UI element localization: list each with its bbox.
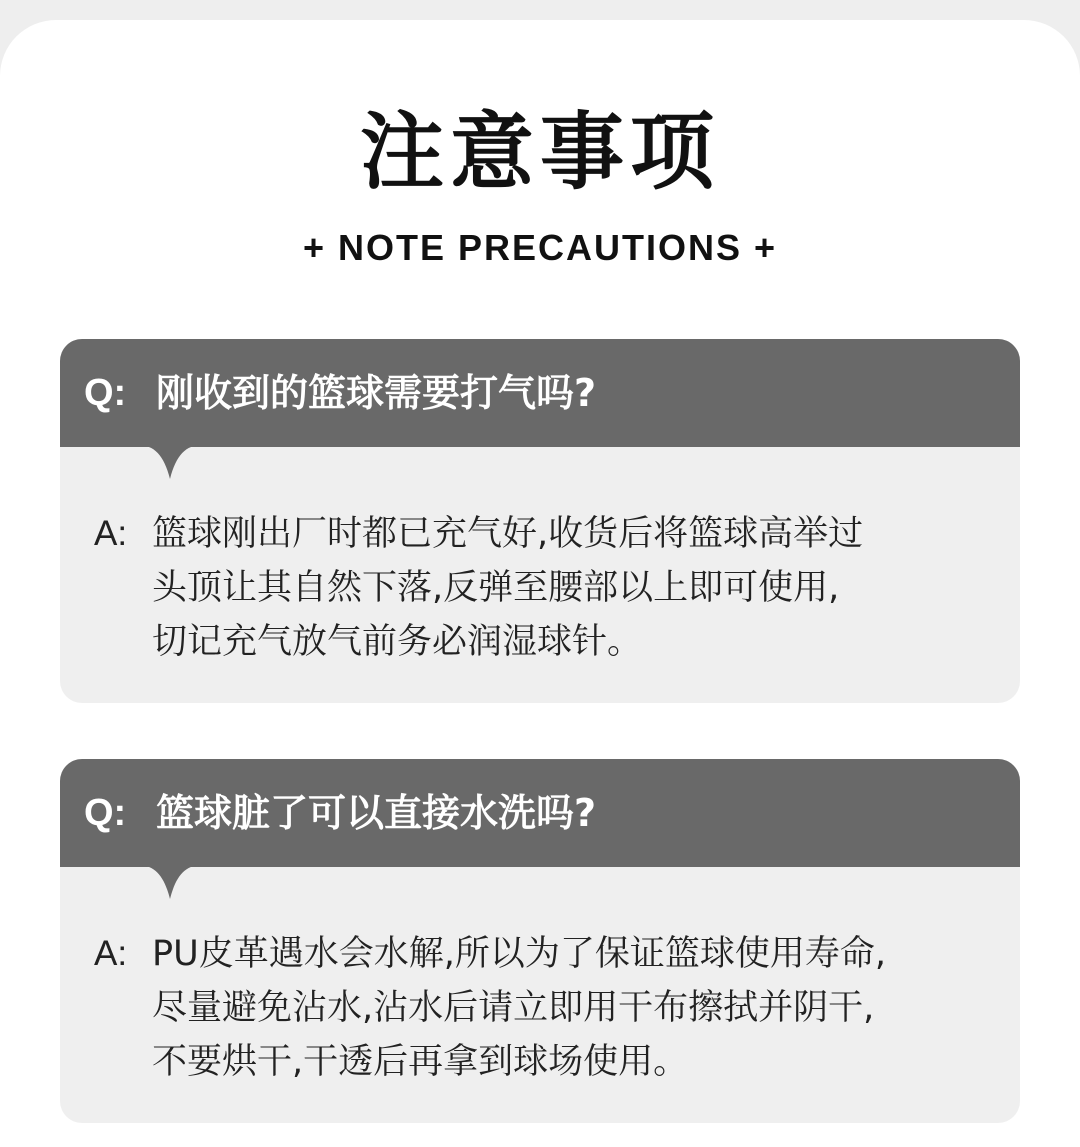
page-subtitle: + NOTE PRECAUTIONS + [302,227,778,268]
question-bar [60,759,1020,867]
question-text: 刚收到的篮球需要打气吗? [156,371,597,415]
page-card [0,20,1080,1147]
answer-prefix: A: [94,934,128,973]
answer-text: 篮球刚出厂时都已充气好,收货后将篮球高举过 头顶让其自然下落,反弹至腰部以上即可使用, 切记充气放气前务必润湿球针。 [152,514,864,662]
speech-notch-icon [138,445,202,479]
question-prefix: Q: [84,372,127,414]
faq-card-2 [60,759,1020,1123]
question-prefix: Q: [84,792,127,834]
answer-prefix: A: [94,514,128,553]
question-bar [60,339,1020,447]
question-text: 篮球脏了可以直接水洗吗? [156,791,597,835]
page-title: 注意事项 [359,103,720,201]
faq-card-1 [60,339,1020,703]
speech-notch-icon [138,865,202,899]
answer-text: PU皮革遇水会水解,所以为了保证篮球使用寿命, 尽量避免沾水,沾水后请立即用干布擦拭并阴干, 不要烘干,干透后再拿到球场使用。 [152,934,886,1082]
